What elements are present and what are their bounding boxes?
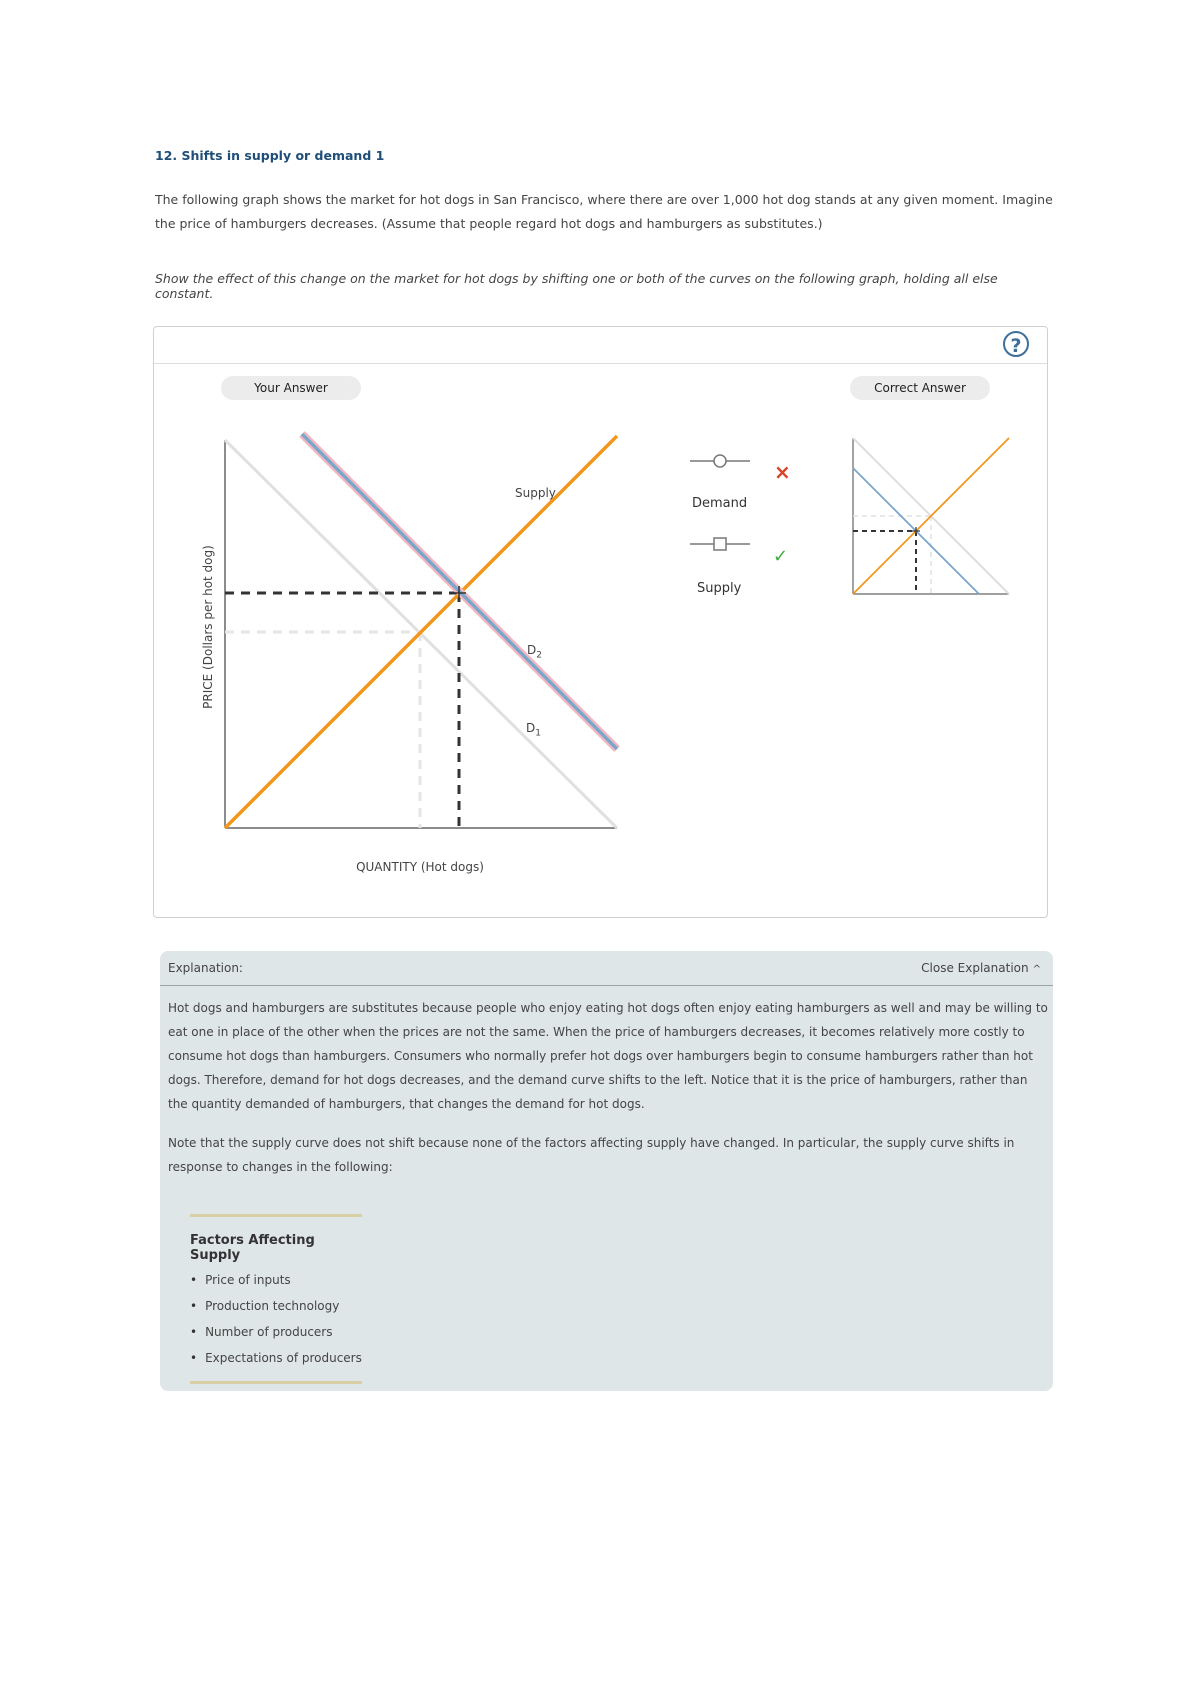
factors-top-rule <box>190 1214 362 1217</box>
correct-answer-graph <box>853 438 1009 594</box>
factor-item: • Expectations of producers <box>190 1345 362 1371</box>
explanation-paragraph-1: Hot dogs and hamburgers are substitutes because people who enjoy eating hot dogs often enjoy eating hamburgers as well and may be willing to eat one in place of the other when the prices are not the same. When the price of hamburgers decreases, it becomes relatively more costly to consume hot dogs than hamburgers. Consumers who normally prefer hot dogs over hamburgers begin to consume hamburgers rather than hot dogs. Therefore, demand for hot dogs decreases, and the demand curve shifts to the left. Notice that it is the price of hamburgers, rather than the quantity demanded of hamburgers, that changes the demand for hot dogs. <box>168 1001 1048 1111</box>
supply-curve-label: Supply <box>515 486 556 500</box>
d1-curve-label: $D_1$ <box>526 721 541 739</box>
correct-answer-tab[interactable]: Correct Answer <box>850 376 990 400</box>
d2-curve-label: $D_2$ <box>527 643 542 661</box>
factors-box <box>190 1214 362 1384</box>
factors-title: Factors Affecting Supply <box>190 1233 315 1263</box>
explanation-paragraph-2: Note that the supply curve does not shift because none of the factors affecting supply have changed. In particular, the supply curve shifts in response to changes in the following: <box>168 1136 1015 1174</box>
explanation-header <box>160 951 1053 986</box>
supply-tool-label[interactable]: Supply <box>697 581 742 596</box>
close-explanation-button[interactable]: Close Explanation ^ <box>921 961 1041 975</box>
explanation-panel <box>160 951 1053 1391</box>
incorrect-x-icon: × <box>774 460 791 484</box>
square-handle-icon[interactable] <box>714 538 726 550</box>
your-answer-tab[interactable]: Your Answer <box>221 376 361 400</box>
y-axis-label: PRICE (Dollars per hot dog) <box>201 545 215 709</box>
factor-item: • Price of inputs <box>190 1267 362 1293</box>
question-mark-icon: ? <box>1010 335 1022 357</box>
question-title: 12. Shifts in supply or demand 1 <box>155 148 385 163</box>
x-axis-label: QUANTITY (Hot dogs) <box>356 860 484 874</box>
question-instruction: Show the effect of this change on the market for hot dogs by shifting one or both of the curves on the following graph, holding all else constant. <box>155 271 998 301</box>
factor-item: • Production technology <box>190 1293 362 1319</box>
question-body: The following graph shows the market for hot dogs in San Francisco, where there are over 1,000 hot dog stands at any given moment. Imagine the price of hamburgers decreases. (Assume that people regard hot dogs and hamburgers as substitutes.) <box>155 192 1053 231</box>
correct-check-icon: ✓ <box>773 546 789 567</box>
demand-tool-label[interactable]: Demand <box>692 496 748 511</box>
explanation-title: Explanation: <box>168 961 243 975</box>
factor-item: • Number of producers <box>190 1319 362 1345</box>
chevron-up-icon: ^ <box>1032 964 1041 975</box>
factors-bottom-rule <box>190 1381 362 1384</box>
factors-list <box>190 1267 362 1371</box>
circle-handle-icon[interactable] <box>714 455 726 467</box>
